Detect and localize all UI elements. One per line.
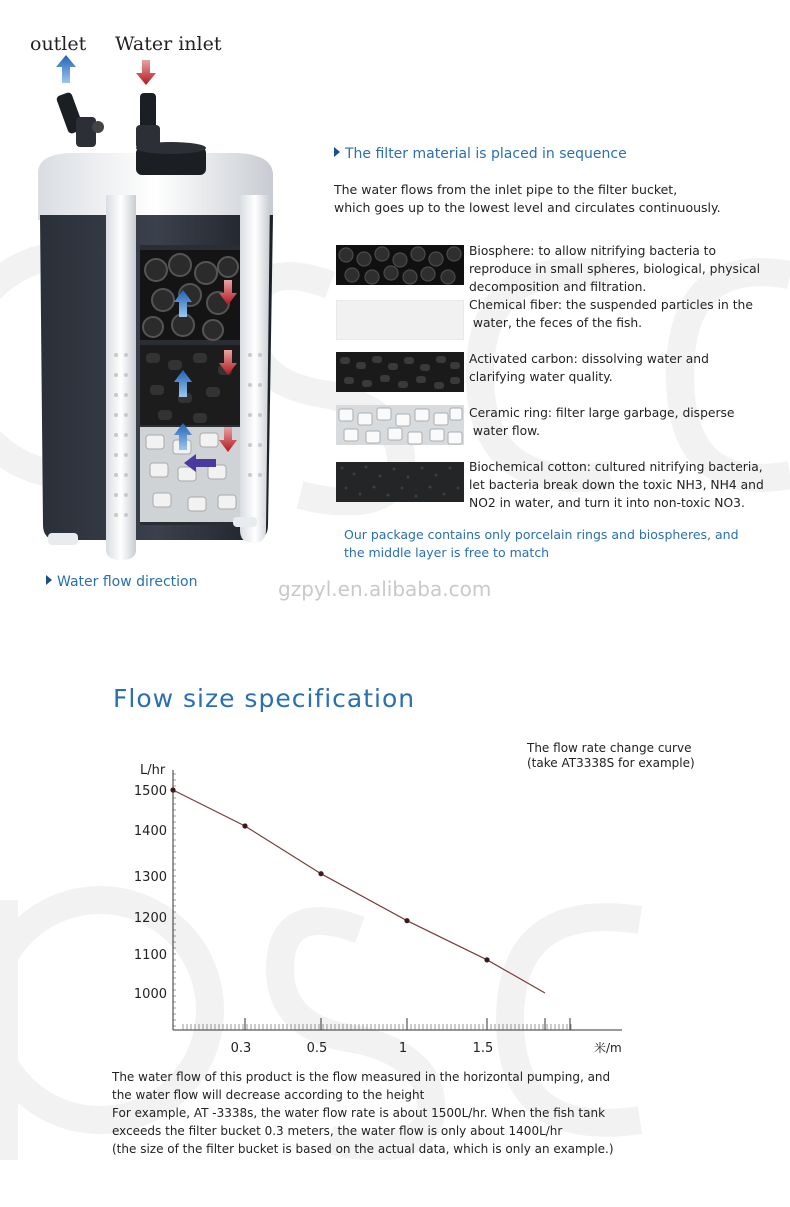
triangle-bullet-icon (46, 575, 52, 585)
flow-explanation-line: For example, AT -3338s, the water flow rate is about 1500L/hr. When the fish tank (112, 1106, 606, 1120)
material-line: Chemical fiber: the suspended particles in the (469, 298, 753, 312)
material-description-activated-carbon (469, 350, 789, 386)
y-tick-label: 1300 (133, 870, 167, 885)
material-line: water, the feces of the fish. (469, 316, 643, 330)
chart-axes (173, 770, 622, 1030)
flow-explanation-line: the water flow will decrease according to the height (112, 1088, 425, 1102)
foot-right (233, 517, 257, 527)
ceramic-ring-image (336, 405, 464, 445)
flow-rate-line (173, 790, 545, 993)
flow-spec-title: Flow size specification (113, 684, 416, 713)
chart-note-line: The flow rate change curve (527, 741, 692, 755)
y-axis-label: L/hr (140, 763, 166, 778)
chart-curve (170, 787, 545, 993)
activated-carbon-image (336, 352, 464, 392)
material-line: let bacteria break down the toxic NH3, NH4 and (469, 478, 764, 492)
material-description-ceramic-ring (469, 404, 789, 440)
material-line: Biochemical cotton: cultured nitrifying bacteria, (469, 460, 763, 474)
x-axis-label: 米/m (594, 1041, 622, 1055)
flow-rate-chart (0, 750, 790, 1070)
package-note (344, 526, 739, 562)
flow-explanation-line: exceeds the filter bucket 0.3 meters, the water flow is only about 1400L/hr (112, 1124, 563, 1138)
water-inlet-label: Water inlet (115, 33, 222, 55)
material-line: reproduce in small spheres, biological, physical (469, 262, 761, 276)
outlet-arrow-icon (56, 55, 76, 83)
material-line: water flow. (469, 424, 540, 438)
chart-note-line: (take AT3338S for example) (527, 756, 695, 770)
pipe-fittings (56, 91, 160, 149)
material-line: clarifying water quality. (469, 370, 613, 384)
material-line: Ceramic ring: filter large garbage, disperse (469, 406, 735, 420)
inlet-arrow-icon (136, 60, 156, 85)
biosphere-image (336, 245, 464, 285)
package-note-line: the middle layer is free to match (344, 545, 550, 560)
material-line: Biosphere: to allow nitrifying bacteria to (469, 244, 717, 258)
flow-explanation-line: (the size of the filter bucket is based on the actual data, which is only an example.) (112, 1142, 614, 1156)
material-description-biosphere (469, 242, 789, 296)
filter-sequence-heading (334, 146, 627, 162)
y-tick-label: 1100 (133, 948, 167, 963)
outlet-label: outlet (30, 33, 87, 55)
water-flow-direction-label: Water flow direction (57, 574, 198, 590)
material-description-biochemical-cotton (469, 458, 789, 512)
material-line: NO2 in water, and turn it into non-toxic NO3. (469, 496, 745, 510)
material-description-chemical-fiber (469, 296, 789, 332)
filter-intro-line: which goes up to the lowest level and circulates continuously. (334, 200, 721, 215)
data-point (484, 957, 489, 962)
side-handle-left (106, 195, 136, 560)
y-tick-label: 1400 (133, 824, 167, 839)
y-tick-label: 1000 (133, 987, 167, 1002)
water-flow-direction-heading (46, 574, 197, 590)
material-line: Activated carbon: dissolving water and (469, 352, 709, 366)
x-tick-label: 0.5 (306, 1041, 328, 1056)
data-point (318, 871, 323, 876)
chemical-fiber-image (336, 300, 464, 340)
biochemical-cotton-image (336, 462, 464, 502)
filter-intro (334, 181, 721, 217)
package-note-line: Our package contains only porcelain rings and biospheres, and (344, 527, 739, 542)
canister-filter-illustration (28, 55, 288, 569)
y-tick-label: 1500 (133, 784, 167, 799)
side-handle-right (240, 195, 270, 543)
filter-intro-line: The water flows from the inlet pipe to the filter bucket, (334, 182, 678, 197)
material-line: decomposition and filtration. (469, 280, 647, 294)
data-point (170, 787, 175, 792)
x-tick-label: 1 (398, 1041, 408, 1056)
site-watermark: gzpyl.en.alibaba.com (278, 577, 492, 601)
y-tick-label: 1200 (133, 911, 167, 926)
triangle-bullet-icon (334, 147, 340, 157)
x-tick-label: 0.3 (230, 1041, 252, 1056)
x-tick-label: 1.5 (472, 1041, 494, 1056)
data-point (242, 823, 247, 828)
filter-sequence-heading-text: The filter material is placed in sequence (345, 146, 627, 162)
data-point (404, 918, 409, 923)
foot-left (48, 533, 78, 545)
flow-explanation-line: The water flow of this product is the flow measured in the horizontal pumping, and (112, 1070, 611, 1084)
flow-explanation (112, 1068, 614, 1158)
